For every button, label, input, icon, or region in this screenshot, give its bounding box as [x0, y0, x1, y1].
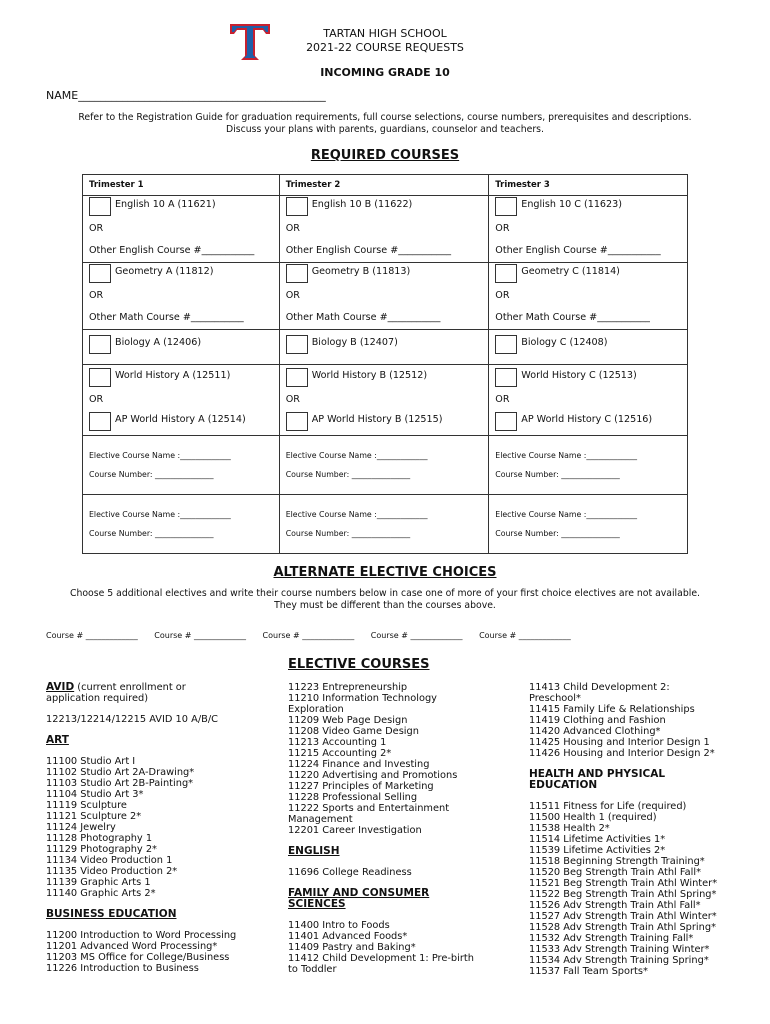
course-list-item: 11222 Sports and Entertainment: [288, 803, 450, 814]
course-list-item: 11539 Lifetime Activities 2*: [529, 845, 666, 856]
course-list-item: 11227 Principles of Marketing: [288, 781, 434, 792]
course-list-item: 11696 College Readiness: [288, 867, 412, 878]
fcs-list: [288, 920, 513, 975]
elective-name-field[interactable]: Elective Course Name :_____________: [495, 451, 638, 460]
course-list-item: 11121 Sculpture 2*: [46, 811, 142, 822]
course-list-item: 11208 Video Game Design: [288, 726, 419, 737]
business-list-cont: [288, 682, 513, 836]
fcs-heading-1: FAMILY AND CONSUMER: [288, 887, 430, 899]
biology-b-label: Biology B (12407): [311, 337, 398, 348]
course-list-item: 11400 Intro to Foods: [288, 920, 390, 931]
course-list-item: 11135 Video Production 2*: [46, 866, 178, 877]
other-english-field[interactable]: Other English Course #___________: [285, 245, 452, 256]
ap-world-c-label: AP World History C (12516): [521, 414, 653, 425]
course-list-item: 11104 Studio Art 3*: [46, 789, 144, 800]
world-history-c-label: World History C (12513): [521, 370, 637, 381]
course-list-item: to Toddler: [288, 964, 337, 975]
course-list-item: 11420 Advanced Clothing*: [529, 726, 661, 737]
art-list: [46, 756, 286, 899]
trimester-3-header: Trimester 3: [489, 175, 688, 196]
required-courses-table: [82, 174, 688, 554]
biology-row: [83, 330, 688, 365]
alternate-line-2: They must be different than the courses above.: [274, 600, 496, 611]
elective-name-field[interactable]: Elective Course Name :_____________: [285, 510, 428, 519]
course-list-item: Exploration: [288, 704, 344, 715]
english-c-checkbox[interactable]: [495, 197, 517, 216]
elective-name-field[interactable]: Elective Course Name :_____________: [89, 451, 231, 460]
course-list-item: 11425 Housing and Interior Design 1: [529, 737, 710, 748]
elective-column-1: [46, 682, 286, 974]
course-list-item: 11213 Accounting 1: [288, 737, 387, 748]
english-list: [288, 867, 513, 878]
geometry-a-label: Geometry A (11812): [115, 266, 214, 277]
or-label: OR: [495, 290, 510, 301]
or-label: OR: [495, 394, 510, 405]
course-list-item: 11228 Professional Selling: [288, 792, 418, 803]
guide-line-1: Refer to the Registration Guide for graduation requirements, full course selections, course numbers, prerequisites and descriptions.: [78, 112, 692, 123]
course-list-item: 11528 Adv Strength Train Athl Spring*: [529, 922, 716, 933]
course-list-item: 11100 Studio Art I: [46, 756, 136, 767]
course-list-item: 11215 Accounting 2*: [288, 748, 392, 759]
other-math-field[interactable]: Other Math Course #___________: [495, 312, 650, 323]
course-list-item: 11223 Entrepreneurship: [288, 682, 408, 693]
world-history-b-checkbox[interactable]: [286, 368, 308, 387]
course-list-item: 11102 Studio Art 2A-Drawing*: [46, 767, 195, 778]
course-list-item: 11522 Beg Strength Train Athl Spring*: [529, 889, 717, 900]
business-heading: BUSINESS EDUCATION: [46, 908, 177, 920]
course-list-item: 11201 Advanced Word Processing*: [46, 941, 218, 952]
guide-line-2: Discuss your plans with parents, guardians, counselor and teachers.: [226, 124, 544, 135]
english-a-label: English 10 A (11621): [115, 199, 216, 210]
alt-course-field-1[interactable]: Course # _____________: [46, 631, 138, 640]
biology-c-checkbox[interactable]: [495, 335, 517, 354]
course-list-item: 11413 Child Development 2:: [529, 682, 670, 693]
course-list-item: 11103 Studio Art 2B-Painting*: [46, 778, 194, 789]
name-field[interactable]: NAME_____________________________________________: [46, 89, 326, 102]
biology-b-checkbox[interactable]: [286, 335, 308, 354]
course-list-item: 11220 Advertising and Promotions: [288, 770, 458, 781]
course-list-item: 11518 Beginning Strength Training*: [529, 856, 705, 867]
course-list-item: 11520 Beg Strength Train Athl Fall*: [529, 867, 701, 878]
or-label: OR: [285, 223, 300, 234]
course-list-item: Preschool*: [529, 693, 581, 704]
course-number-field[interactable]: Course Number: _______________: [285, 470, 411, 479]
course-number-field[interactable]: Course Number: _______________: [495, 529, 620, 538]
alt-course-field-2[interactable]: Course # _____________: [154, 631, 246, 640]
alternate-title: ALTERNATE ELECTIVE CHOICES: [273, 565, 497, 580]
ap-world-a-label: AP World History A (12514): [115, 414, 246, 425]
alternate-instructions: [40, 588, 730, 612]
avid-description: (current enrollment or: [74, 682, 186, 693]
or-label: OR: [495, 223, 510, 234]
grade-heading: INCOMING GRADE 10: [320, 66, 450, 79]
history-row: [83, 365, 688, 436]
document-title: 2021-22 COURSE REQUESTS: [306, 41, 464, 54]
ap-world-b-label: AP World History B (12515): [311, 414, 443, 425]
course-list-item: 11226 Introduction to Business: [46, 963, 199, 974]
elective-row-2: [83, 495, 688, 554]
course-list-item: 11527 Adv Strength Train Athl Winter*: [529, 911, 717, 922]
alt-course-field-5[interactable]: Course # _____________: [479, 631, 571, 640]
trimester-2-header: Trimester 2: [279, 175, 489, 196]
alt-course-field-4[interactable]: Course # _____________: [370, 631, 463, 640]
course-list-item: 11119 Sculpture: [46, 800, 127, 811]
course-number-field[interactable]: Course Number: _______________: [285, 529, 411, 538]
course-list-item: 11415 Family Life & Relationships: [529, 704, 695, 715]
avid-description-2: application required): [46, 693, 149, 704]
world-history-c-checkbox[interactable]: [495, 368, 517, 387]
or-label: OR: [89, 223, 104, 234]
course-list-item: 11526 Adv Strength Train Athl Fall*: [529, 900, 701, 911]
course-list-item: 11521 Beg Strength Train Athl Winter*: [529, 878, 718, 889]
course-list-item: 11514 Lifetime Activities 1*: [529, 834, 666, 845]
english-b-label: English 10 B (11622): [311, 199, 413, 210]
english-b-checkbox[interactable]: [286, 197, 308, 216]
course-list-item: 11534 Adv Strength Training Spring*: [529, 955, 709, 966]
trimester-1-header: Trimester 1: [83, 175, 280, 196]
school-name: TARTAN HIGH SCHOOL: [323, 27, 447, 40]
course-list-item: 11224 Finance and Investing: [288, 759, 430, 770]
elective-name-field[interactable]: Elective Course Name :_____________: [495, 510, 638, 519]
course-list-item: 11200 Introduction to Word Processing: [46, 930, 237, 941]
ap-world-a-checkbox[interactable]: [89, 412, 111, 431]
world-history-a-label: World History A (12511): [115, 370, 231, 381]
other-english-field[interactable]: Other English Course #___________: [495, 245, 661, 256]
course-list-item: 11500 Health 1 (required): [529, 812, 657, 823]
avid-heading: AVID: [46, 681, 75, 693]
or-label: OR: [285, 394, 300, 405]
fcs-heading-2: SCIENCES: [288, 898, 346, 910]
math-row: [83, 263, 688, 330]
elective-column-2: [288, 682, 513, 975]
course-list-item: 11139 Graphic Arts 1: [46, 877, 151, 888]
course-list-item: 11128 Photography 1: [46, 833, 153, 844]
ap-world-b-checkbox[interactable]: [286, 412, 308, 431]
english-a-checkbox[interactable]: [89, 197, 111, 216]
alternate-course-fields: [46, 631, 585, 640]
elective-row-1: [83, 436, 688, 495]
ap-world-c-checkbox[interactable]: [495, 412, 517, 431]
course-list-item: Management: [288, 814, 353, 825]
other-math-field[interactable]: Other Math Course #___________: [89, 312, 244, 323]
course-list-item: 11134 Video Production 1: [46, 855, 173, 866]
biology-a-label: Biology A (12406): [115, 337, 202, 348]
course-list-item: 11401 Advanced Foods*: [288, 931, 408, 942]
geometry-a-checkbox[interactable]: [89, 264, 111, 283]
course-list-item: 11538 Health 2*: [529, 823, 610, 834]
elective-name-field[interactable]: Elective Course Name :_____________: [285, 451, 428, 460]
art-heading: ART: [46, 734, 69, 746]
english-heading: ENGLISH: [288, 845, 340, 857]
biology-c-label: Biology C (12408): [521, 337, 608, 348]
geometry-b-checkbox[interactable]: [286, 264, 308, 283]
alt-course-field-3[interactable]: Course # _____________: [262, 631, 355, 640]
course-list-item: 11129 Photography 2*: [46, 844, 157, 855]
hpe-heading-2: EDUCATION: [529, 779, 598, 791]
english-row: [83, 196, 688, 263]
course-list-item: 11210 Information Technology: [288, 693, 437, 704]
course-list-item: 11532 Adv Strength Training Fall*: [529, 933, 694, 944]
course-number-field[interactable]: Course Number: _______________: [495, 470, 620, 479]
course-list-item: 12201 Career Investigation: [288, 825, 422, 836]
or-label: OR: [89, 394, 104, 405]
biology-a-checkbox[interactable]: [89, 335, 111, 354]
guide-text: [40, 112, 730, 136]
avid-course: 12213/12214/12215 AVID 10 A/B/C: [46, 714, 218, 725]
hpe-heading-1: HEALTH AND PHYSICAL: [529, 768, 666, 780]
course-list-item: 11412 Child Development 1: Pre-birth: [288, 953, 474, 964]
geometry-b-label: Geometry B (11813): [311, 266, 411, 277]
course-list-item: 11409 Pastry and Baking*: [288, 942, 416, 953]
geometry-c-label: Geometry C (11814): [521, 266, 620, 277]
or-label: OR: [285, 290, 300, 301]
english-c-label: English 10 C (11623): [521, 199, 622, 210]
hpe-list: [529, 801, 759, 977]
required-courses-title: REQUIRED COURSES: [310, 148, 460, 163]
course-list-item: 11203 MS Office for College/Business: [46, 952, 230, 963]
elective-column-3: [529, 682, 759, 977]
course-list-item: 11419 Clothing and Fashion: [529, 715, 666, 726]
course-list-item: 11140 Graphic Arts 2*: [46, 888, 156, 899]
course-list-item: 11209 Web Page Design: [288, 715, 408, 726]
geometry-c-checkbox[interactable]: [495, 264, 517, 283]
course-number-field[interactable]: Course Number: _______________: [89, 470, 214, 479]
other-english-field[interactable]: Other English Course #___________: [89, 245, 255, 256]
course-list-item: 11537 Fall Team Sports*: [529, 966, 648, 977]
world-history-b-label: World History B (12512): [311, 370, 428, 381]
world-history-a-checkbox[interactable]: [89, 368, 111, 387]
alternate-line-1: Choose 5 additional electives and write their course numbers below in case one of more of your first choice electives are not available.: [69, 588, 700, 599]
course-list-item: 11533 Adv Strength Training Winter*: [529, 944, 710, 955]
elective-courses-title: ELECTIVE COURSES: [288, 657, 430, 672]
course-list-item: 11511 Fitness for Life (required): [529, 801, 687, 812]
elective-name-field[interactable]: Elective Course Name :_____________: [89, 510, 231, 519]
other-math-field[interactable]: Other Math Course #___________: [285, 312, 441, 323]
or-label: OR: [89, 290, 104, 301]
fcs-list-cont: [529, 682, 759, 759]
course-number-field[interactable]: Course Number: _______________: [89, 529, 214, 538]
course-list-item: 11124 Jewelry: [46, 822, 116, 833]
business-list: [46, 930, 286, 974]
course-list-item: 11426 Housing and Interior Design 2*: [529, 748, 715, 759]
